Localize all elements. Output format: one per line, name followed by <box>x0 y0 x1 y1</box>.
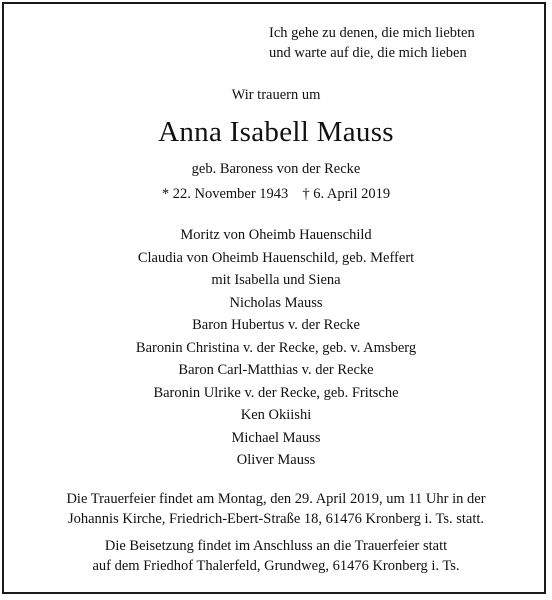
motto-quote <box>269 23 539 63</box>
mourner-name: Claudia von Oheimb Hauenschild, geb. Meffert <box>137 249 415 266</box>
deceased-name: Anna Isabell Mauss <box>158 116 394 148</box>
life-dates <box>0 183 552 205</box>
mourner-name: Nicholas Mauss <box>229 294 323 311</box>
birth-date: * 22. November 1943 <box>161 186 289 202</box>
mourner-name: Baron Carl-Matthias v. der Recke <box>178 362 374 378</box>
mourner-name: Baronin Ulrike v. der Recke, geb. Fritsche <box>153 384 399 401</box>
service-line-2: Johannis Kirche, Friedrich-Ebert-Straße 18, 61476 Kronberg i. Ts. statt. <box>67 510 485 527</box>
motto-line-2: und warte auf die, die mich lieben <box>269 45 467 61</box>
mourners-list <box>0 224 552 472</box>
intro-text: Wir trauern um <box>231 87 321 103</box>
burial-info <box>0 537 552 576</box>
death-date: † 6. April 2019 <box>302 186 391 202</box>
mourner-name: Baron Hubertus v. der Recke <box>192 317 360 333</box>
mourner-name: Ken Okiishi <box>240 407 312 423</box>
birth-name: geb. Baroness von der Recke <box>191 161 361 177</box>
mourner-name: Moritz von Oheimb Hauenschild <box>180 227 372 243</box>
motto-line-1: Ich gehe zu denen, die mich liebten <box>269 25 475 41</box>
mourner-name: Oliver Mauss <box>236 452 316 468</box>
mourner-name: Michael Mauss <box>231 429 321 446</box>
burial-line-1: Die Beisetzung findet im Anschluss an die Trauerfeier statt <box>104 538 448 554</box>
mourner-name: mit Isabella und Siena <box>211 272 341 288</box>
burial-line-2: auf dem Friedhof Thalerfeld, Grundweg, 61476 Kronberg i. Ts. <box>92 557 460 574</box>
service-info <box>0 490 552 529</box>
service-line-1: Die Trauerfeier findet am Montag, den 29. April 2019, um 11 Uhr in der <box>66 491 486 507</box>
mourner-name: Baronin Christina v. der Recke, geb. v. Amsberg <box>135 339 417 356</box>
